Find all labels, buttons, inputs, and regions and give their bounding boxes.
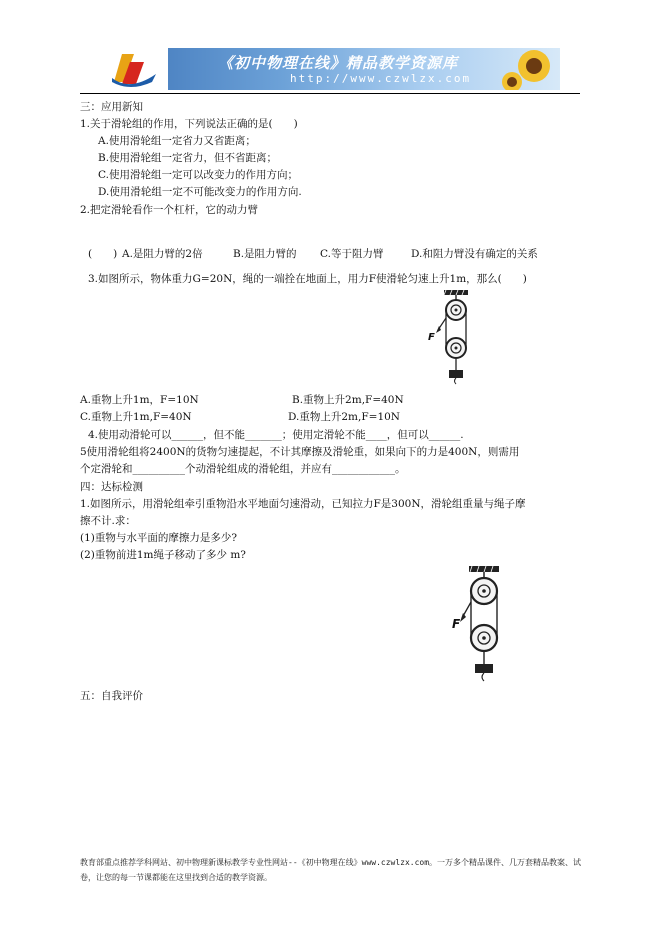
q2-stem: 2.把定滑轮看作一个杠杆，它的动力臂 bbox=[80, 204, 259, 216]
q2-option-a: A.是阻力臂的2倍 bbox=[122, 248, 203, 260]
q2-option-c: C.等于阻力臂 bbox=[320, 248, 384, 260]
s4-q1-sub2: (2)重物前进1m绳子移动了多少 m? bbox=[80, 549, 246, 561]
q1-option-b: B.使用滑轮组一定省力，但不省距离； bbox=[98, 152, 278, 164]
section3-heading: 三：应用新知 bbox=[80, 101, 143, 113]
q2-blank: ( ) bbox=[88, 248, 118, 260]
site-logo bbox=[100, 48, 168, 90]
q2-option-b: B.是阻力臂的 bbox=[233, 248, 297, 260]
pulley-figure-2 bbox=[454, 566, 514, 686]
q3-option-c: C.重物上升1m,F=40N bbox=[80, 411, 192, 423]
q1-option-d: D.使用滑轮组一定不可能改变力的作用方向. bbox=[98, 186, 302, 198]
header-banner bbox=[100, 48, 560, 90]
q5-line1: 5使用滑轮组将2400N的货物匀速提起，不计其摩擦及滑轮重，如果向下的力是400N，则需用 bbox=[80, 446, 520, 458]
s4-figure-label: F bbox=[452, 617, 461, 631]
q1-stem: 1.关于滑轮组的作用，下列说法正确的是( ) bbox=[80, 118, 298, 130]
q3-stem: 3.如图所示，物体重力G=20N，绳的一端拴在地面上，用力F使滑轮匀速上升1m，那么( ) bbox=[88, 273, 527, 285]
logo-mark-icon bbox=[100, 48, 168, 90]
banner-url: http://www.czwlzx.com bbox=[290, 72, 472, 85]
q3-option-a: A.重物上升1m，F=10N bbox=[80, 394, 199, 406]
q5-line2: 个定滑轮和__________个动滑轮组成的滑轮组，并应有____________。 bbox=[80, 463, 406, 475]
q3-option-b: B.重物上升2m,F=40N bbox=[292, 394, 404, 406]
s4-q1-line1: 1.如图所示，用滑轮组牵引重物沿水平地面匀速滑动，已知拉力F是300N，滑轮组重量与绳子摩 bbox=[80, 498, 526, 510]
sunflower-icon bbox=[500, 48, 560, 90]
s4-q1-sub1: (1)重物与水平面的摩擦力是多少? bbox=[80, 532, 238, 544]
section4-heading: 四：达标检测 bbox=[80, 481, 143, 493]
header-divider bbox=[80, 93, 580, 94]
q3-figure-label: F bbox=[428, 332, 435, 343]
pulley-figure-1 bbox=[426, 290, 486, 386]
footer-note: 教育部重点推荐学科网站、初中物理新课标教学专业性网站--《初中物理在线》www.czwlzx.com。一万多个精品课件、几万套精品教案、试卷，让您的每一节课都能在这里找到合适的教学资源。 bbox=[80, 858, 582, 882]
q3-option-d: D.重物上升2m,F=10N bbox=[288, 411, 400, 423]
q4-text: 4.使用动滑轮可以______，但不能_______；使用定滑轮不能____，但可以______. bbox=[88, 429, 464, 441]
q1-option-a: A.使用滑轮组一定省力又省距离； bbox=[98, 135, 256, 147]
q2-option-d: D.和阻力臂没有确定的关系 bbox=[411, 248, 538, 260]
section5-heading: 五：自我评价 bbox=[80, 690, 143, 702]
banner-title: 《初中物理在线》精品教学资源库 bbox=[218, 54, 459, 72]
q1-option-c: C.使用滑轮组一定可以改变力的作用方向； bbox=[98, 169, 298, 181]
s4-q1-line2: 擦不计.求： bbox=[80, 515, 136, 527]
